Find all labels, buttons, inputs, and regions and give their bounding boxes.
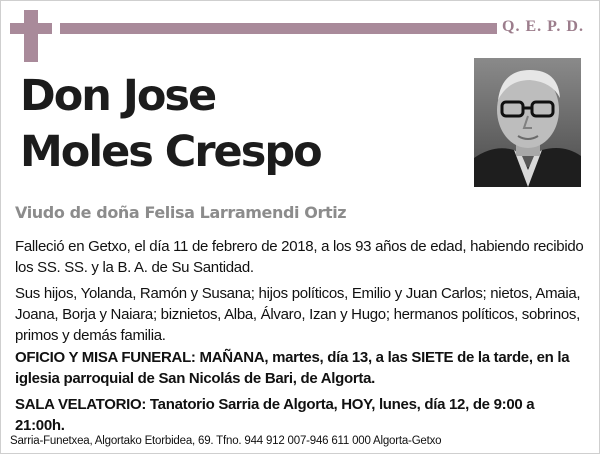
cross-vertical-bar xyxy=(24,10,38,62)
name-line-2: Moles Crespo xyxy=(20,127,321,177)
funeral-paragraph: OFICIO Y MISA FUNERAL: MAÑANA, martes, día 13, a las SIETE de la tarde, en la iglesia parroquial de San Nicolás de Bari, de Algorta. xyxy=(15,349,570,387)
portrait-image xyxy=(474,58,581,187)
qepd-label: Q. E. P. D. xyxy=(502,18,584,35)
header-rule xyxy=(60,23,497,34)
cross-horizontal-bar xyxy=(10,23,52,34)
family-paragraph: Sus hijos, Yolanda, Ramón y Susana; hijos políticos, Emilio y Juan Carlos; nietos, Amaia, Joana, Borja y Naiara; biznietos, Alba, Álvaro, Izan y Hugo; hermanos políticos, sobrinos, primos y demás familia. xyxy=(15,285,581,344)
name-line-1: Don Jose xyxy=(20,71,216,121)
deceased-name xyxy=(20,68,321,180)
death-paragraph: Falleció en Getxo, el día 11 de febrero de 2018, a los 93 años de edad, habiendo recibido los SS. SS. y la B. A. de Su Santidad. xyxy=(15,238,584,276)
funeral-home-footer: Sarria-Funetxea, Algortako Etorbidea, 69. Tfno. 944 912 007-946 611 000 Algorta-Getxo xyxy=(10,435,442,447)
deceased-photo xyxy=(474,58,581,187)
widow-line: Viudo de doña Felisa Larramendi Ortiz xyxy=(15,203,347,222)
wake-paragraph: SALA VELATORIO: Tanatorio Sarria de Algorta, HOY, lunes, día 12, de 9:00 a 21:00h. xyxy=(15,396,535,434)
